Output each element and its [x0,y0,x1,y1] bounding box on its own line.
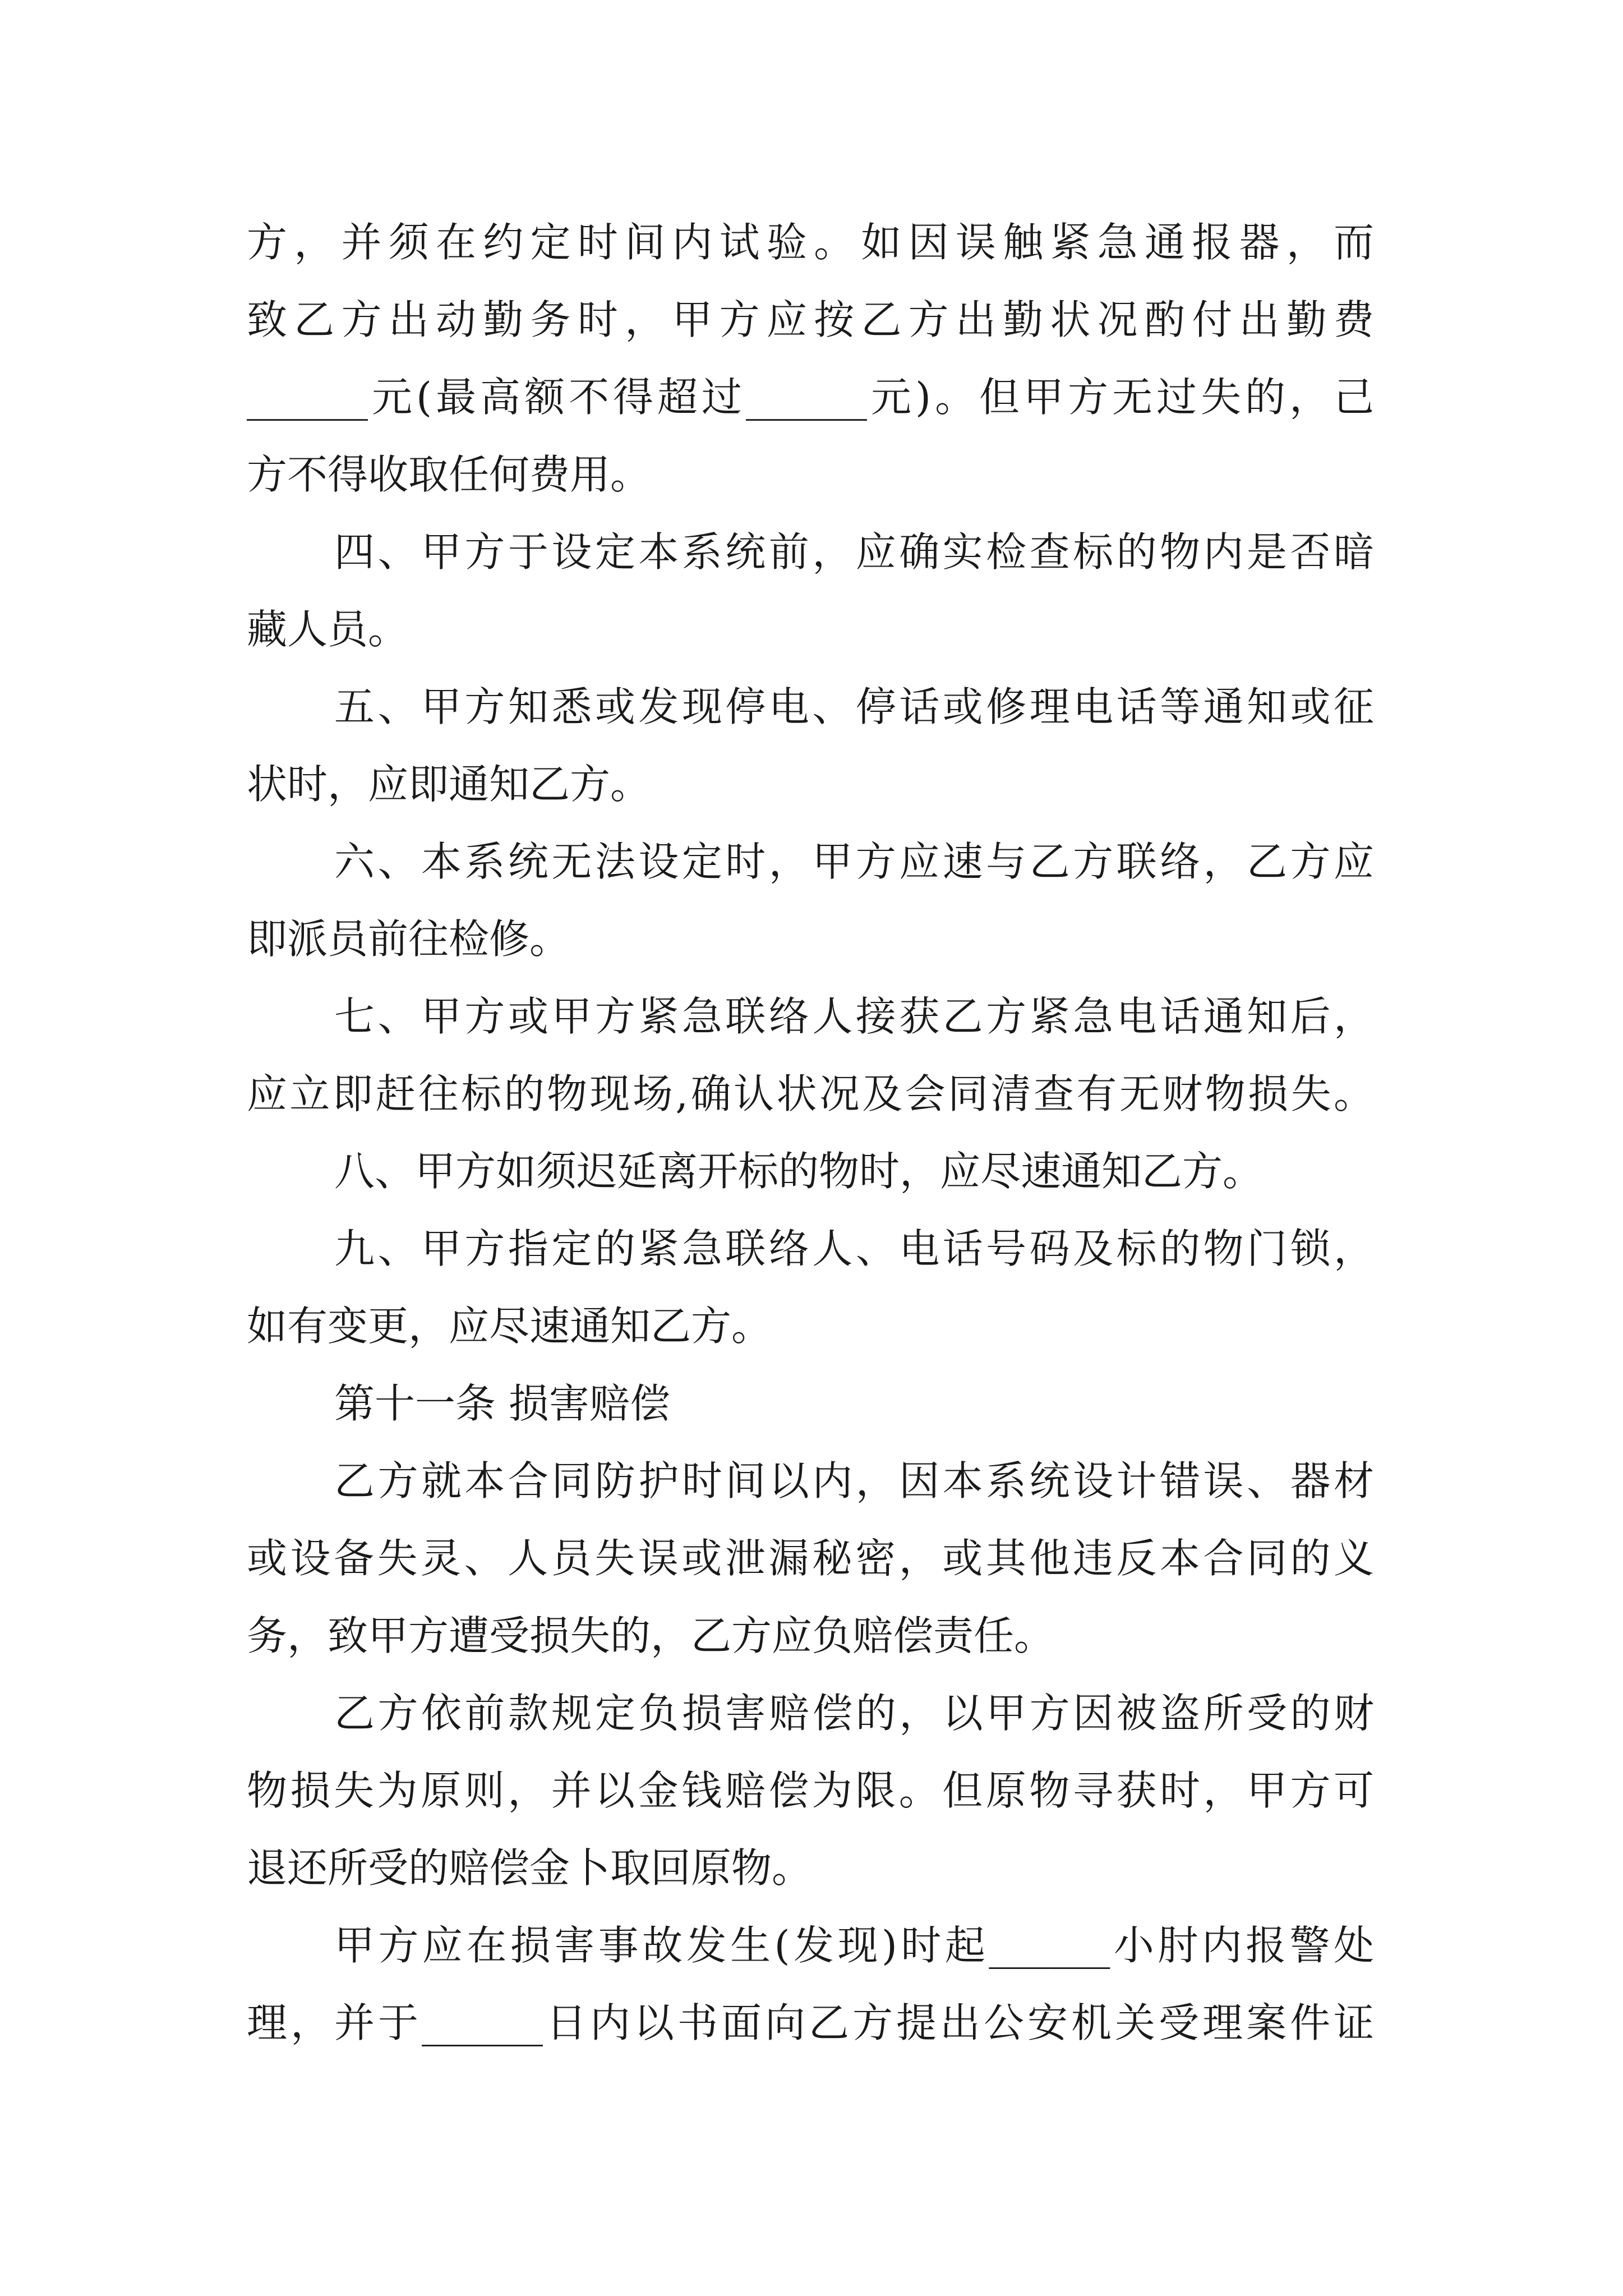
text-line: 方，并须在约定时间内试验。如因误触紧急通报器，而 [247,219,1374,266]
text-line: 物损失为原则，并以金钱赔偿为限。但原物寻获时，甲方可 [247,1767,1374,1814]
text-line: 乙方就本合同防护时间以内，因本系统设计错误、器材 [334,1457,1374,1504]
text-line: 九、甲方指定的紧急联络人、电话号码及标的物门锁， [334,1225,1374,1272]
text-line: 如有变更，应尽速通知乙方。 [247,1303,772,1350]
text-line: 四、甲方于设定本系统前，应确实检查标的物内是否暗 [334,528,1374,576]
text-line: 或设备失灵、人员失误或泄漏秘密，或其他违反本合同的义 [247,1535,1374,1582]
text-line: 致乙方出动勤务时，甲方应按乙方出勤状况酌付出勤费 [247,296,1374,343]
text-line: 乙方依前款规定负损害赔偿的，以甲方因被盗所受的财 [334,1690,1374,1737]
text-line: 应立即赶往标的物现场,确认状况及会同清查有无财物损失。 [247,1070,1374,1117]
text-line: 方不得收取任何费用。 [247,451,651,498]
text-line: ______元(最高额不得超过______元)。但甲方无过失的，己 [247,374,1374,421]
text-line: 藏人员。 [247,606,409,653]
text-line: 退还所受的赔偿金卜取回原物。 [247,1844,813,1892]
text-line: 七、甲方或甲方紧急联络人接获乙方紧急电话通知后， [334,993,1374,1040]
text-line: 八、甲方如须迟延离开标的物时，应尽速通知乙方。 [334,1148,1264,1195]
text-line: 务，致甲方遭受损失的，乙方应负赔偿责任。 [247,1612,1055,1659]
text-line: 甲方应在损害事故发生(发现)时起______小肘内报警处 [334,1922,1374,1969]
text-line: 五、甲方知悉或发现停电、停话或修理电话等通知或征 [334,683,1374,730]
text-line: 理，并于______日内以书面向乙方提出公安机关受理案件证 [247,1999,1374,2046]
text-line: 状时，应即通知乙方。 [247,761,651,808]
section-heading: 第十一条 损害赔偿 [334,1380,670,1427]
text-line: 即派员前往检修。 [247,915,570,963]
text-line: 六、本系统无法设定时，甲方应速与乙方联络，乙方应 [334,838,1374,885]
